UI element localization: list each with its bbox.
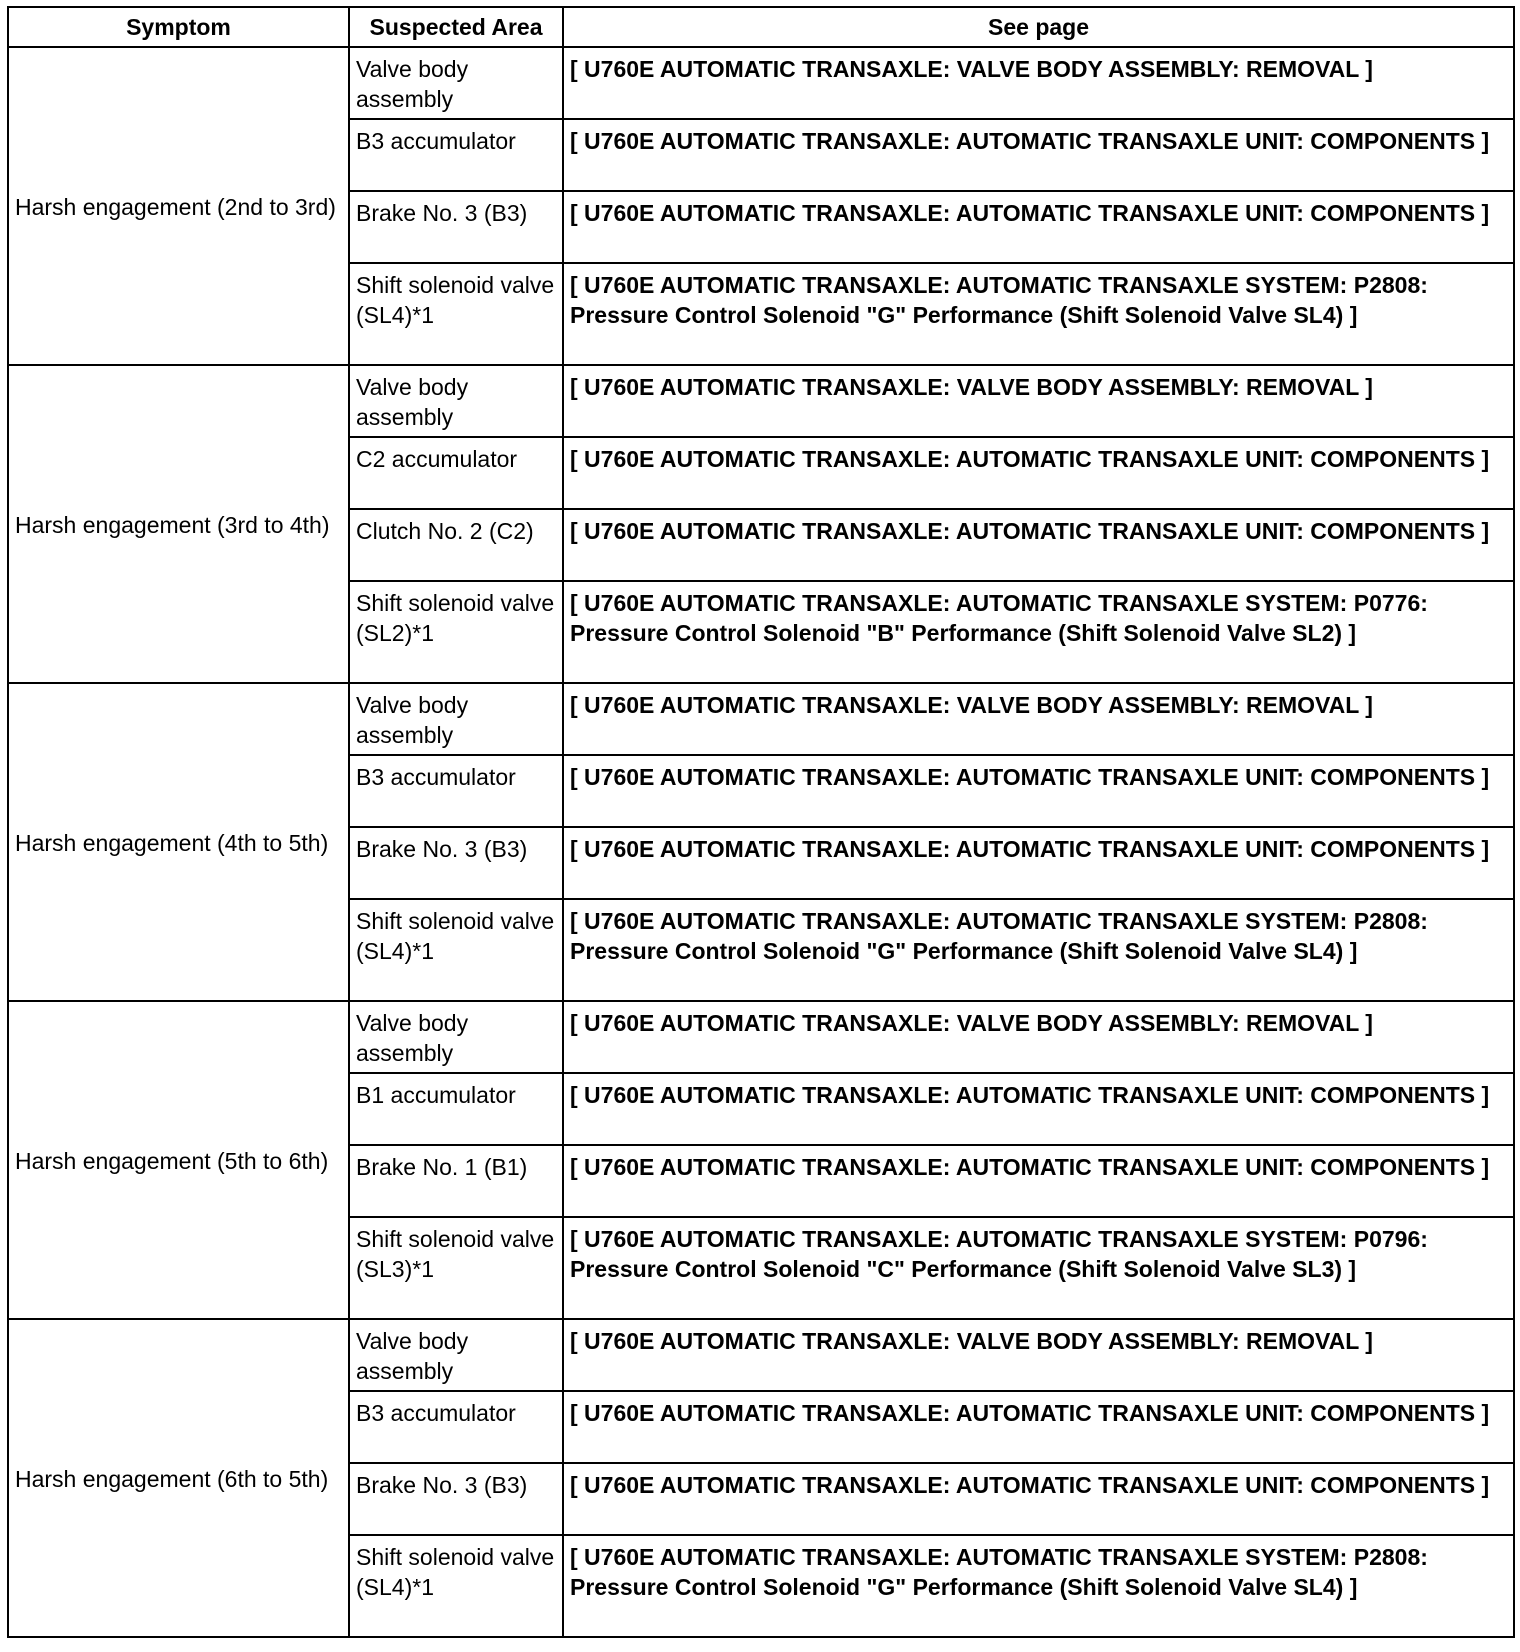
suspected-area-cell: Valve body assembly bbox=[349, 683, 563, 755]
suspected-area-cell: Valve body assembly bbox=[349, 1001, 563, 1073]
symptom-cell: Harsh engagement (6th to 5th) bbox=[8, 1319, 349, 1637]
symptom-cell: Harsh engagement (5th to 6th) bbox=[8, 1001, 349, 1319]
suspected-area-cell: Shift solenoid valve (SL4)*1 bbox=[349, 263, 563, 365]
table-row bbox=[8, 47, 1514, 119]
header-row bbox=[8, 7, 1514, 47]
suspected-area-cell: Brake No. 3 (B3) bbox=[349, 191, 563, 263]
see-page-link[interactable]: [ U760E AUTOMATIC TRANSAXLE: VALVE BODY ASSEMBLY: REMOVAL ] bbox=[563, 365, 1514, 437]
suspected-area-cell: Valve body assembly bbox=[349, 1319, 563, 1391]
see-page-link[interactable]: [ U760E AUTOMATIC TRANSAXLE: AUTOMATIC TRANSAXLE UNIT: COMPONENTS ] bbox=[563, 1391, 1514, 1463]
suspected-area-cell: Brake No. 3 (B3) bbox=[349, 827, 563, 899]
suspected-area-cell: Valve body assembly bbox=[349, 365, 563, 437]
header-see-page: See page bbox=[563, 7, 1514, 47]
table-row bbox=[8, 1319, 1514, 1391]
table-row bbox=[8, 365, 1514, 437]
see-page-link[interactable]: [ U760E AUTOMATIC TRANSAXLE: AUTOMATIC TRANSAXLE SYSTEM: P2808: Pressure Control Solenoid "G" Performance (Shift Solenoid Valve SL4) ] bbox=[563, 263, 1514, 365]
see-page-link[interactable]: [ U760E AUTOMATIC TRANSAXLE: AUTOMATIC TRANSAXLE UNIT: COMPONENTS ] bbox=[563, 1145, 1514, 1217]
suspected-area-cell: B1 accumulator bbox=[349, 1073, 563, 1145]
suspected-area-cell: Shift solenoid valve (SL2)*1 bbox=[349, 581, 563, 683]
suspected-area-cell: Clutch No. 2 (C2) bbox=[349, 509, 563, 581]
suspected-area-cell: Shift solenoid valve (SL4)*1 bbox=[349, 1535, 563, 1637]
symptom-cell: Harsh engagement (3rd to 4th) bbox=[8, 365, 349, 683]
suspected-area-cell: B3 accumulator bbox=[349, 755, 563, 827]
see-page-link[interactable]: [ U760E AUTOMATIC TRANSAXLE: AUTOMATIC TRANSAXLE UNIT: COMPONENTS ] bbox=[563, 827, 1514, 899]
see-page-link[interactable]: [ U760E AUTOMATIC TRANSAXLE: AUTOMATIC TRANSAXLE UNIT: COMPONENTS ] bbox=[563, 509, 1514, 581]
see-page-link[interactable]: [ U760E AUTOMATIC TRANSAXLE: AUTOMATIC TRANSAXLE UNIT: COMPONENTS ] bbox=[563, 755, 1514, 827]
diagnosis-table bbox=[7, 6, 1515, 1638]
see-page-link[interactable]: [ U760E AUTOMATIC TRANSAXLE: AUTOMATIC TRANSAXLE SYSTEM: P0796: Pressure Control Solenoid "C" Performance (Shift Solenoid Valve SL3) ] bbox=[563, 1217, 1514, 1319]
see-page-link[interactable]: [ U760E AUTOMATIC TRANSAXLE: VALVE BODY ASSEMBLY: REMOVAL ] bbox=[563, 683, 1514, 755]
table-row bbox=[8, 1001, 1514, 1073]
symptom-cell: Harsh engagement (4th to 5th) bbox=[8, 683, 349, 1001]
suspected-area-cell: Brake No. 3 (B3) bbox=[349, 1463, 563, 1535]
see-page-link[interactable]: [ U760E AUTOMATIC TRANSAXLE: VALVE BODY ASSEMBLY: REMOVAL ] bbox=[563, 47, 1514, 119]
see-page-link[interactable]: [ U760E AUTOMATIC TRANSAXLE: AUTOMATIC TRANSAXLE SYSTEM: P2808: Pressure Control Solenoid "G" Performance (Shift Solenoid Valve SL4) ] bbox=[563, 1535, 1514, 1637]
suspected-area-cell: B3 accumulator bbox=[349, 1391, 563, 1463]
see-page-link[interactable]: [ U760E AUTOMATIC TRANSAXLE: AUTOMATIC TRANSAXLE SYSTEM: P2808: Pressure Control Solenoid "G" Performance (Shift Solenoid Valve SL4) ] bbox=[563, 899, 1514, 1001]
see-page-link[interactable]: [ U760E AUTOMATIC TRANSAXLE: AUTOMATIC TRANSAXLE UNIT: COMPONENTS ] bbox=[563, 191, 1514, 263]
suspected-area-cell: Brake No. 1 (B1) bbox=[349, 1145, 563, 1217]
symptom-cell: Harsh engagement (2nd to 3rd) bbox=[8, 47, 349, 365]
see-page-link[interactable]: [ U760E AUTOMATIC TRANSAXLE: AUTOMATIC TRANSAXLE UNIT: COMPONENTS ] bbox=[563, 1463, 1514, 1535]
suspected-area-cell: C2 accumulator bbox=[349, 437, 563, 509]
header-symptom: Symptom bbox=[8, 7, 349, 47]
see-page-link[interactable]: [ U760E AUTOMATIC TRANSAXLE: VALVE BODY ASSEMBLY: REMOVAL ] bbox=[563, 1319, 1514, 1391]
see-page-link[interactable]: [ U760E AUTOMATIC TRANSAXLE: AUTOMATIC TRANSAXLE UNIT: COMPONENTS ] bbox=[563, 119, 1514, 191]
see-page-link[interactable]: [ U760E AUTOMATIC TRANSAXLE: VALVE BODY ASSEMBLY: REMOVAL ] bbox=[563, 1001, 1514, 1073]
suspected-area-cell: B3 accumulator bbox=[349, 119, 563, 191]
table-row bbox=[8, 683, 1514, 755]
see-page-link[interactable]: [ U760E AUTOMATIC TRANSAXLE: AUTOMATIC TRANSAXLE SYSTEM: P0776: Pressure Control Solenoid "B" Performance (Shift Solenoid Valve SL2) ] bbox=[563, 581, 1514, 683]
see-page-link[interactable]: [ U760E AUTOMATIC TRANSAXLE: AUTOMATIC TRANSAXLE UNIT: COMPONENTS ] bbox=[563, 437, 1514, 509]
suspected-area-cell: Valve body assembly bbox=[349, 47, 563, 119]
header-suspected-area: Suspected Area bbox=[349, 7, 563, 47]
see-page-link[interactable]: [ U760E AUTOMATIC TRANSAXLE: AUTOMATIC TRANSAXLE UNIT: COMPONENTS ] bbox=[563, 1073, 1514, 1145]
suspected-area-cell: Shift solenoid valve (SL3)*1 bbox=[349, 1217, 563, 1319]
suspected-area-cell: Shift solenoid valve (SL4)*1 bbox=[349, 899, 563, 1001]
